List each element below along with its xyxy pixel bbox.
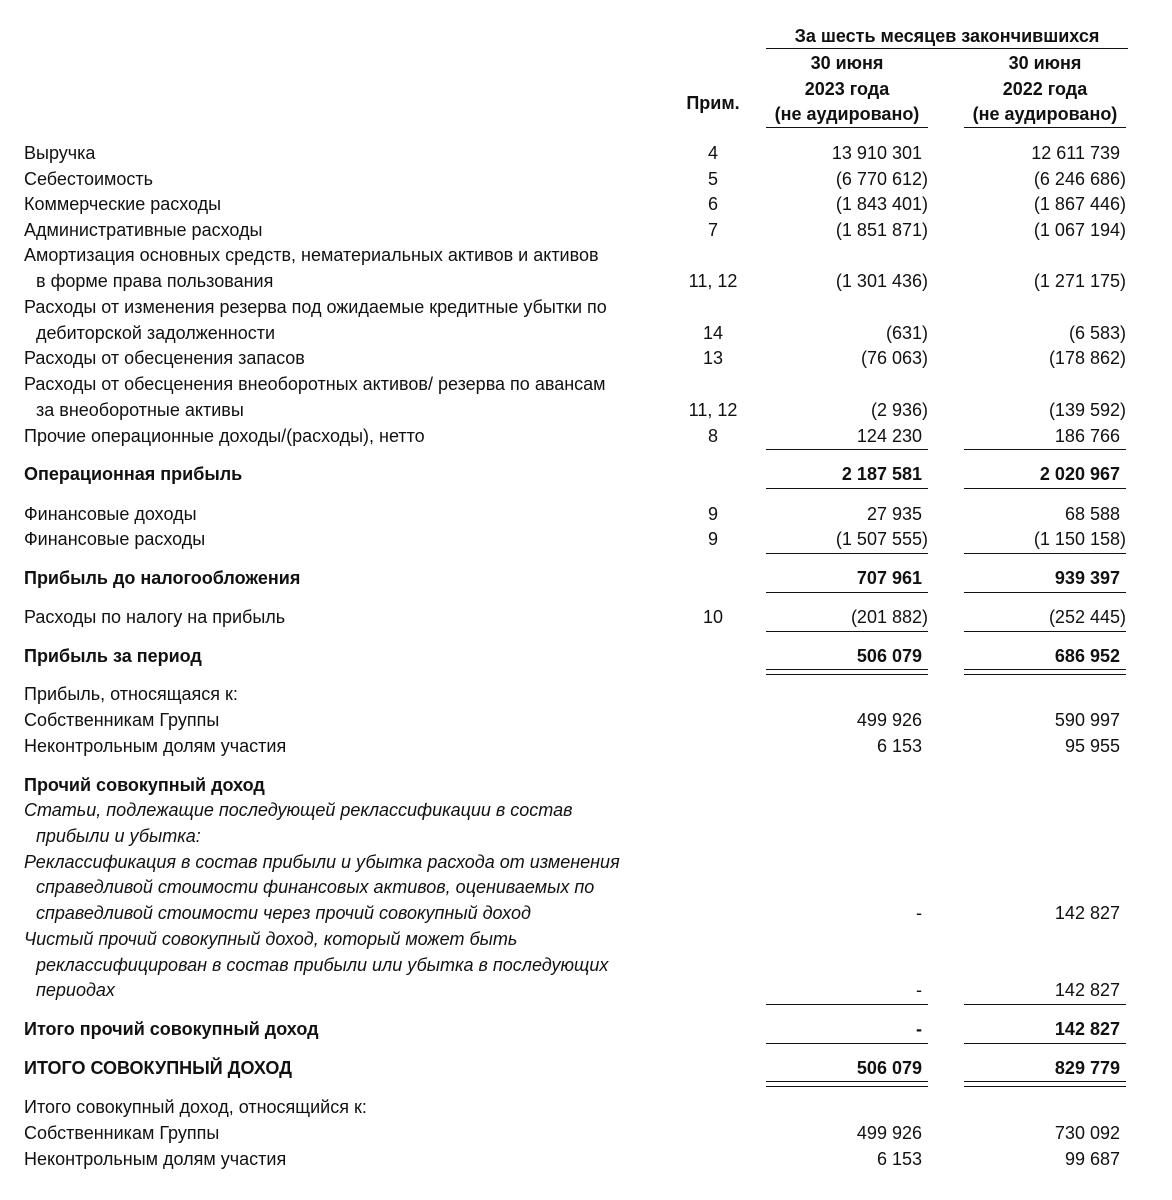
table-row: [0, 1147, 1172, 1172]
col2-header-year: 2022 года: [1002, 79, 1088, 99]
table-row: [0, 167, 1172, 192]
table-row: [0, 346, 1172, 371]
table-row: [0, 734, 1172, 759]
col2-header-audit: (не аудировано): [964, 101, 1126, 128]
table-row: [0, 218, 1172, 243]
row-label: Собственникам Группы: [24, 1123, 220, 1143]
row-label: Выручка: [24, 143, 96, 163]
table-row-continuation: [0, 953, 1172, 978]
value-2022: (139 592): [1048, 400, 1126, 420]
table-row-total: [0, 1017, 1172, 1042]
row-label: Коммерческие расходы: [24, 194, 222, 214]
row-label-continued: дебиторской задолженности: [36, 323, 276, 343]
total-rule: [964, 1043, 1126, 1044]
value-2023: (6 770 612): [835, 169, 928, 189]
table-row: [0, 372, 1172, 397]
table-row: [0, 927, 1172, 952]
table-row: [0, 798, 1172, 823]
row-label: Прочие операционные доходы/(расходы), нетто: [24, 426, 425, 446]
row-note: 4: [707, 143, 718, 163]
row-label-continued: реклассифицирован в состав прибыли или убытка в последующих: [36, 955, 609, 975]
value-2023: (1 851 871): [835, 220, 928, 240]
subtotal-rule: [964, 631, 1126, 632]
row-label: Расходы по налогу на прибыль: [24, 607, 286, 627]
row-label: Неконтрольным долям участия: [24, 1149, 287, 1169]
double-total-rule: [766, 1081, 928, 1087]
table-row-continuation: [0, 398, 1172, 423]
section-heading: [0, 1095, 1172, 1120]
row-label: Чистый прочий совокупный доход, который может быть: [24, 929, 518, 949]
row-label: Административные расходы: [24, 220, 263, 240]
subtotal-rule: [964, 553, 1126, 554]
table-row: [0, 424, 1172, 449]
total-rule: [964, 592, 1126, 593]
row-label-continued: прибыли и убытка:: [36, 826, 201, 846]
row-label-continued: справедливой стоимости через прочий совокупный доход: [36, 903, 531, 923]
value-2022: (178 862): [1048, 348, 1126, 368]
row-label: Прибыль за период: [24, 646, 202, 666]
value-2023: -: [916, 1019, 922, 1039]
section-heading: [0, 682, 1172, 707]
value-2022: (6 246 686): [1033, 169, 1126, 189]
table-row: [0, 605, 1172, 630]
row-note: 14: [702, 323, 724, 343]
subtotal-rule: [964, 1004, 1126, 1005]
table-row: [0, 502, 1172, 527]
value-2023: 506 079: [856, 1058, 922, 1078]
value-2023: -: [916, 903, 922, 923]
total-rule: [766, 1043, 928, 1044]
value-2023: (2 936): [870, 400, 928, 420]
row-label: Реклассификация в состав прибыли и убытка расхода от изменения: [24, 852, 620, 872]
row-label: ИТОГО СОВОКУПНЫЙ ДОХОД: [24, 1058, 292, 1078]
col1-header-audit: (не аудировано): [766, 101, 928, 128]
row-note: 9: [707, 504, 718, 524]
table-row: [0, 708, 1172, 733]
value-2023: (1 507 555): [835, 529, 928, 549]
row-label: Амортизация основных средств, нематериальных активов и активов: [24, 245, 599, 265]
row-note: 11, 12: [688, 400, 738, 420]
value-2022: 142 827: [1054, 1019, 1120, 1039]
value-2022: 142 827: [1054, 980, 1120, 1000]
value-2023: 499 926: [856, 710, 922, 730]
row-note: 11, 12: [688, 271, 738, 291]
row-label: Прибыль до налогообложения: [24, 568, 301, 588]
double-total-rule: [766, 669, 928, 675]
value-2022: (1 150 158): [1033, 529, 1126, 549]
value-2023: 707 961: [856, 568, 922, 588]
value-2023: -: [916, 980, 922, 1000]
subtotal-rule: [766, 553, 928, 554]
period-group-header: За шесть месяцев закончившихся: [766, 24, 1128, 49]
subtotal-rule: [766, 1004, 928, 1005]
total-rule: [964, 488, 1126, 489]
value-2022: 95 955: [1064, 736, 1120, 756]
note-column-header: Прим.: [686, 93, 740, 113]
value-2023: 27 935: [866, 504, 922, 524]
col2-header-date: 30 июня: [1008, 53, 1082, 73]
row-note: 6: [707, 194, 718, 214]
table-row-continuation: [0, 321, 1172, 346]
value-2022: 730 092: [1054, 1123, 1120, 1143]
row-note: 9: [707, 529, 718, 549]
row-label: Прибыль, относящаяся к:: [24, 684, 238, 704]
section-heading: [0, 773, 1172, 798]
double-total-rule: [964, 669, 1126, 675]
table-row: [0, 850, 1172, 875]
double-total-rule: [964, 1081, 1126, 1087]
value-2022: (1 067 194): [1033, 220, 1126, 240]
row-label: Собственникам Группы: [24, 710, 220, 730]
subtotal-rule: [964, 449, 1126, 450]
col1-header-year: 2023 года: [804, 79, 890, 99]
subtotal-rule: [766, 631, 928, 632]
table-row-continuation: [0, 824, 1172, 849]
row-label: Статьи, подлежащие последующей реклассификации в состав: [24, 800, 573, 820]
value-2023: 506 079: [856, 646, 922, 666]
value-2022: 68 588: [1064, 504, 1120, 524]
value-2022: 686 952: [1054, 646, 1120, 666]
value-2022: 939 397: [1054, 568, 1120, 588]
row-label: Итого прочий совокупный доход: [24, 1019, 319, 1039]
col1-header-date: 30 июня: [810, 53, 884, 73]
subtotal-rule: [766, 449, 928, 450]
row-label: Себестоимость: [24, 169, 154, 189]
value-2023: (631): [885, 323, 928, 343]
table-row-continuation: [0, 875, 1172, 900]
row-label: Неконтрольным долям участия: [24, 736, 287, 756]
value-2022: (1 867 446): [1033, 194, 1126, 214]
row-label: Расходы от обесценения внеоборотных активов/ резерва по авансам: [24, 374, 606, 394]
table-row-continuation: [0, 269, 1172, 294]
row-label-continued: справедливой стоимости финансовых активов, оцениваемых по: [36, 877, 595, 897]
value-2022: (1 271 175): [1033, 271, 1126, 291]
value-2022: 829 779: [1054, 1058, 1120, 1078]
value-2023: 499 926: [856, 1123, 922, 1143]
table-row-continuation: [0, 901, 1172, 926]
row-label: Расходы от изменения резерва под ожидаемые кредитные убытки по: [24, 297, 607, 317]
table-row: [0, 295, 1172, 320]
value-2022: 186 766: [1054, 426, 1120, 446]
table-row: [0, 141, 1172, 166]
value-2023: (1 301 436): [835, 271, 928, 291]
value-2022: 590 997: [1054, 710, 1120, 730]
value-2022: (252 445): [1048, 607, 1126, 627]
value-2023: (201 882): [850, 607, 928, 627]
row-label: Итого совокупный доход, относящийся к:: [24, 1097, 367, 1117]
value-2022: 142 827: [1054, 903, 1120, 923]
total-rule: [766, 488, 928, 489]
row-note: 7: [707, 220, 718, 240]
value-2023: 2 187 581: [841, 464, 922, 484]
row-label-continued: в форме права пользования: [36, 271, 274, 291]
value-2023: 13 910 301: [831, 143, 922, 163]
table-row-continuation: [0, 978, 1172, 1003]
row-note: 8: [707, 426, 718, 446]
table-row: [0, 192, 1172, 217]
value-2022: 2 020 967: [1039, 464, 1120, 484]
row-note: 13: [702, 348, 724, 368]
table-row: [0, 243, 1172, 268]
row-label: Операционная прибыль: [24, 464, 243, 484]
row-label: Прочий совокупный доход: [24, 775, 265, 795]
value-2023: 124 230: [856, 426, 922, 446]
table-row-total: [0, 462, 1172, 487]
value-2022: 12 611 739: [1031, 143, 1120, 163]
row-label-continued: периодах: [36, 980, 115, 1000]
value-2023: 6 153: [876, 1149, 922, 1169]
row-note: 5: [707, 169, 718, 189]
row-note: 10: [702, 607, 724, 627]
value-2023: (76 063): [860, 348, 928, 368]
row-label-continued: за внеоборотные активы: [36, 400, 244, 420]
table-row: [0, 527, 1172, 552]
table-row-grand-total: [0, 1056, 1172, 1081]
row-label: Финансовые доходы: [24, 504, 197, 524]
value-2023: (1 843 401): [835, 194, 928, 214]
value-2022: 99 687: [1064, 1149, 1120, 1169]
table-row-total: [0, 566, 1172, 591]
table-row-total: [0, 644, 1172, 669]
value-2022: (6 583): [1068, 323, 1126, 343]
table-row: [0, 1121, 1172, 1146]
total-rule: [766, 592, 928, 593]
row-label: Финансовые расходы: [24, 529, 206, 549]
value-2023: 6 153: [876, 736, 922, 756]
row-label: Расходы от обесценения запасов: [24, 348, 305, 368]
